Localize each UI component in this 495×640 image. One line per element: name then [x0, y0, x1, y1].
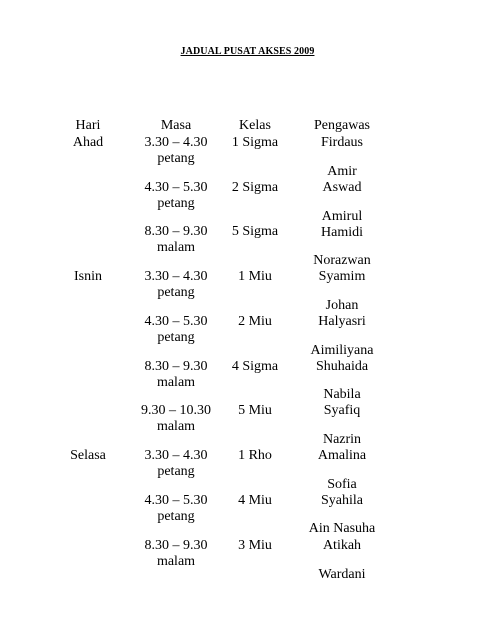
header-kelas: Kelas [239, 118, 271, 133]
pengawas-name: Syahila [321, 493, 363, 508]
masa-time: 8.30 – 9.30 [144, 538, 208, 553]
kelas-cell: 4 Sigma [231, 359, 279, 374]
pengawas-name: Shuhaida [315, 359, 369, 374]
kelas-cell: 3 Miu [238, 538, 272, 553]
masa-period: malam [156, 419, 196, 434]
masa-period: malam [156, 240, 196, 255]
pengawas-name: Firdaus [321, 135, 363, 150]
masa-time: 9.30 – 10.30 [141, 403, 211, 418]
kelas-cell: 5 Sigma [231, 224, 279, 239]
masa-time: 4.30 – 5.30 [144, 493, 208, 508]
masa-time: 8.30 – 9.30 [144, 224, 208, 239]
masa-time: 4.30 – 5.30 [144, 180, 208, 195]
page-title: JADUAL PUSAT AKSES 2009 [180, 46, 315, 57]
pengawas-name: Johan [325, 298, 359, 313]
pengawas-name: Wardani [318, 567, 366, 582]
header-masa: Masa [160, 118, 192, 133]
masa-period: malam [156, 554, 196, 569]
masa-period: petang [157, 285, 195, 300]
pengawas-name: Halyasri [318, 314, 366, 329]
kelas-cell: 2 Miu [238, 314, 272, 329]
pengawas-name: Aimiliyana [310, 343, 374, 358]
kelas-cell: 1 Sigma [231, 135, 279, 150]
masa-period: petang [157, 464, 195, 479]
kelas-cell: 1 Miu [238, 269, 272, 284]
pengawas-name: Hamidi [321, 225, 363, 240]
kelas-cell: 1 Rho [238, 448, 272, 463]
masa-period: malam [156, 375, 196, 390]
pengawas-name: Ain Nasuha [308, 521, 376, 536]
header-pengawas: Pengawas [314, 118, 370, 133]
pengawas-name: Amirul [321, 209, 363, 224]
pengawas-name: Amir [327, 164, 357, 179]
pengawas-name: Norazwan [313, 253, 371, 268]
pengawas-name: Syafiq [323, 403, 361, 418]
pengawas-name: Aswad [322, 180, 362, 195]
masa-time: 4.30 – 5.30 [144, 314, 208, 329]
masa-period: petang [157, 330, 195, 345]
kelas-cell: 4 Miu [238, 493, 272, 508]
pengawas-name: Sofia [327, 477, 357, 492]
masa-period: petang [157, 151, 195, 166]
hari-cell: Selasa [70, 448, 106, 463]
hari-cell: Isnin [74, 269, 102, 284]
masa-time: 8.30 – 9.30 [144, 359, 208, 374]
masa-period: petang [157, 509, 195, 524]
masa-period: petang [157, 196, 195, 211]
masa-time: 3.30 – 4.30 [144, 448, 208, 463]
masa-time: 3.30 – 4.30 [144, 269, 208, 284]
masa-time: 3.30 – 4.30 [144, 135, 208, 150]
pengawas-name: Atikah [322, 538, 362, 553]
kelas-cell: 2 Sigma [231, 180, 279, 195]
pengawas-name: Syamim [318, 269, 366, 284]
pengawas-name: Nazrin [322, 432, 362, 447]
kelas-cell: 5 Miu [238, 403, 272, 418]
hari-cell: Ahad [72, 135, 104, 150]
header-hari: Hari [75, 118, 101, 133]
pengawas-name: Amalina [317, 448, 367, 463]
pengawas-name: Nabila [323, 387, 361, 402]
